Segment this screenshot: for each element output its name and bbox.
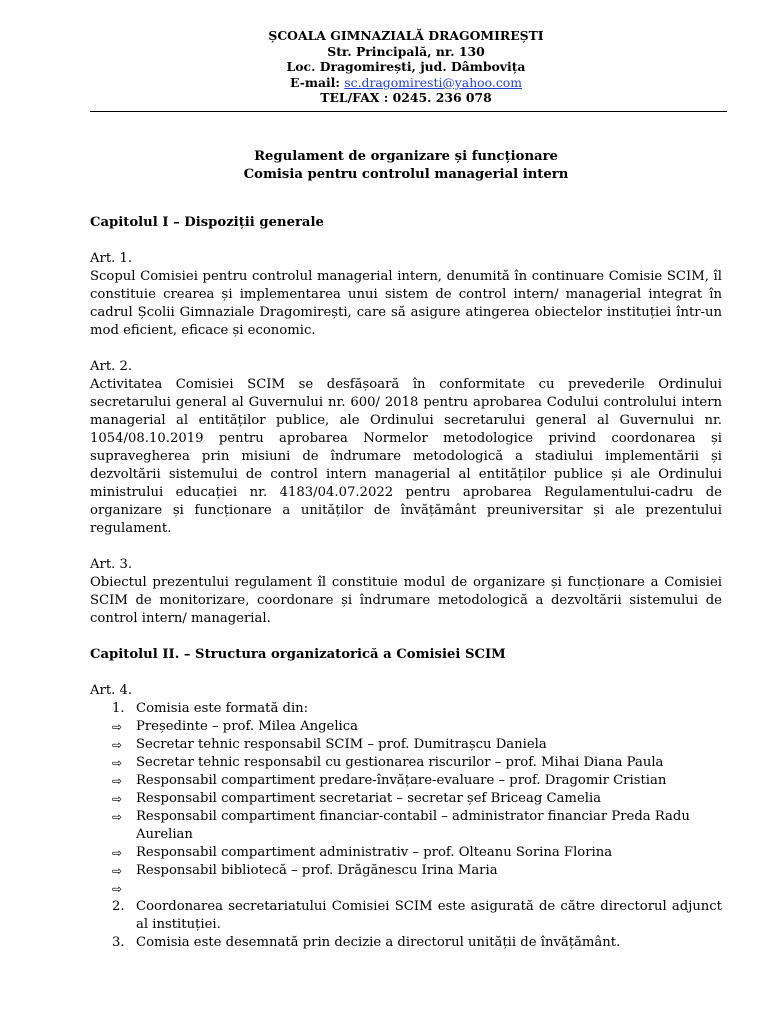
art-3-label: Art. 3. xyxy=(90,556,133,572)
members-list xyxy=(90,718,722,898)
list-item-text: Comisia este desemnată prin decizie a directorul unității de învățământ. xyxy=(136,934,621,950)
member-item xyxy=(90,736,722,754)
member-text: Președinte – prof. Milea Angelica xyxy=(136,718,359,734)
letterhead xyxy=(90,28,722,106)
member-text: Responsabil compartiment administrativ – prof. Olteanu Sorina Florina xyxy=(136,844,613,860)
list-item xyxy=(90,898,722,934)
arrow-right-icon: ⇨ xyxy=(112,809,123,824)
school-phone: TEL/FAX : 0245. 236 078 xyxy=(320,90,492,106)
chapter-2-heading: Capitolul II. – Structura organizatorică a Comisiei SCIM xyxy=(90,646,506,662)
member-text: Secretar tehnic responsabil cu gestionarea riscurilor – prof. Mihai Diana Paula xyxy=(136,754,664,770)
member-item-empty xyxy=(90,880,722,898)
title-line-1: Regulament de organizare și funcționare xyxy=(254,148,558,164)
school-street: Str. Principală, nr. 130 xyxy=(327,43,485,59)
school-locality: Loc. Dragomirești, jud. Dâmbovița xyxy=(286,59,526,75)
member-item xyxy=(90,772,722,790)
member-item xyxy=(90,790,722,808)
email-link[interactable]: sc.dragomiresti@yahoo.com xyxy=(344,74,522,90)
member-text: Responsabil bibliotecă – prof. Drăgănescu Irina Maria xyxy=(136,862,498,878)
member-text: Responsabil compartiment predare-învățare-evaluare – prof. Dragomir Cristian xyxy=(136,772,667,788)
list-item-text: Comisia este formată din: xyxy=(136,700,309,716)
member-text: Responsabil compartiment secretariat – secretar șef Briceag Camelia xyxy=(136,790,602,806)
arrow-right-icon: ⇨ xyxy=(112,845,123,860)
arrow-right-icon: ⇨ xyxy=(112,755,123,770)
art-4-label: Art. 4. xyxy=(90,682,133,698)
list-item xyxy=(90,934,722,952)
member-text: Secretar tehnic responsabil SCIM – prof. Dumitrașcu Daniela xyxy=(136,736,547,752)
member-item xyxy=(90,718,722,736)
arrow-right-icon: ⇨ xyxy=(112,863,123,878)
arrow-right-icon: ⇨ xyxy=(112,791,123,806)
member-item xyxy=(90,808,722,844)
list-item-number: 1. xyxy=(112,700,125,716)
arrow-right-icon: ⇨ xyxy=(112,773,123,788)
title-line-2: Comisia pentru controlul managerial intern xyxy=(243,166,569,182)
art-4-list-continued xyxy=(90,898,722,952)
list-item-number: 3. xyxy=(112,934,125,950)
art-4-list xyxy=(90,700,722,718)
art-1-text: Scopul Comisiei pentru controlul managerial intern, denumită în continuare Comisie SCIM, îl constituie crearea și implementarea unui sistem de control intern/ managerial integrat în cadrul Școlii Gimnaziale Dragomirești, care să asigure atingerea obiectelor instituției într-un mod eficient, eficace și economic. xyxy=(90,268,722,338)
member-text: Responsabil compartiment financiar-contabil – administrator financiar Preda Radu Aurelian xyxy=(136,808,690,842)
member-item xyxy=(90,754,722,772)
member-item xyxy=(90,862,722,880)
document-title xyxy=(90,148,722,184)
school-name: ȘCOALA GIMNAZIALĂ DRAGOMIREȘTI xyxy=(268,28,544,43)
list-item-number: 2. xyxy=(112,898,125,914)
art-2-text: Activitatea Comisiei SCIM se desfășoară în conformitate cu prevederile Ordinului secretarului general al Guvernului nr. 600/ 2018 pentru aprobarea Codului controlului intern managerial al entităților publice, ale Ordinului secretarului general al Guvernului nr. 1054/08.10.2019 pentru aprobarea Normelor metodologice privind coordonarea și supravegherea prin misiuni de îndrumare metodologică a stadiului implementării și dezvoltării sistemului de control intern managerial al entităților publice și ale Ordinului ministrului educației nr. 4183/04.07.2022 pentru aprobarea Regulamentului-cadru de organizare și funcționare a unităților de învățământ preuniversitar și ale prezentului regulament. xyxy=(90,376,722,536)
arrow-right-icon: ⇨ xyxy=(112,737,123,752)
art-3-text: Obiectul prezentului regulament îl constituie modul de organizare și funcționare a Comisiei SCIM de monitorizare, coordonare și îndrumare metodologică a dezvoltării sistemului de control intern/ managerial. xyxy=(90,574,722,626)
list-item-text: Coordonarea secretariatului Comisiei SCIM este asigurată de către directorul adjunct al instituției. xyxy=(136,898,722,932)
art-2-label: Art. 2. xyxy=(90,358,133,374)
art-1-label: Art. 1. xyxy=(90,250,133,266)
email-label: E-mail: xyxy=(290,74,345,90)
document-page xyxy=(90,28,722,952)
list-item xyxy=(90,700,722,718)
school-email-line xyxy=(90,75,722,91)
member-item xyxy=(90,844,722,862)
chapter-1-heading: Capitolul I – Dispoziții generale xyxy=(90,214,324,230)
arrow-right-icon: ⇨ xyxy=(112,719,123,734)
header-divider xyxy=(90,111,727,112)
arrow-right-icon: ⇨ xyxy=(112,881,123,896)
